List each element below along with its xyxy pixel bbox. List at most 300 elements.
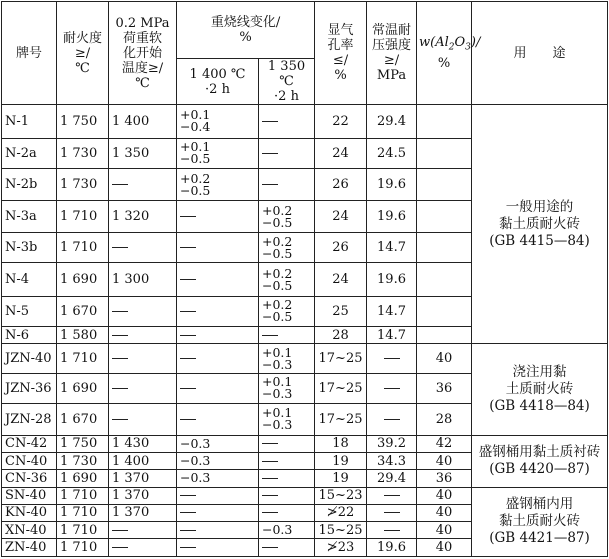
- grade-cell: [2, 138, 57, 168]
- refractoriness-value: 1 580: [60, 327, 98, 343]
- use-line: 黏土质耐火砖: [499, 215, 581, 232]
- al2o3-value: 28: [435, 411, 453, 427]
- refractoriness-value: 1 750: [60, 113, 98, 129]
- reheat-value: −0.3: [262, 386, 293, 402]
- refractoriness-cell: [57, 452, 109, 469]
- softening-cell: [109, 168, 177, 201]
- softening-cell: [109, 296, 177, 326]
- al2o3-cell: [417, 487, 472, 504]
- strength-cell: [367, 539, 417, 557]
- grade-value: XN-40: [5, 522, 47, 538]
- strength-value: 19.6: [377, 177, 406, 193]
- reheat-1350-cell: [259, 168, 315, 201]
- softening-cell: [109, 487, 177, 504]
- porosity-value: 19: [332, 453, 349, 469]
- softening-cell: [109, 404, 177, 435]
- softening-cell: [109, 539, 177, 557]
- strength-cell: [367, 327, 417, 344]
- dash-mark: [262, 495, 278, 496]
- reheat-value: −0.3: [180, 453, 211, 468]
- table-body: [2, 105, 608, 557]
- grade-value: CN-40: [5, 453, 48, 469]
- softening-value: 1 430: [112, 436, 150, 452]
- use-line: (GB 4421—87): [489, 530, 590, 547]
- al2o3-cell: [417, 296, 472, 326]
- reheat-1350-cell: [259, 373, 315, 403]
- use-line: 浇注用黏: [512, 364, 567, 380]
- dash-mark: [384, 419, 400, 420]
- dash-mark: [384, 530, 400, 531]
- al2o3-cell: [417, 373, 472, 403]
- strength-value: 14.7: [377, 303, 406, 319]
- reheat-1350-cell: [259, 504, 315, 521]
- reheat-1400-cell: [177, 168, 259, 201]
- grade-cell: [2, 539, 57, 557]
- grade-cell: [2, 435, 57, 452]
- porosity-cell: [315, 522, 367, 539]
- reheat-value: +0.2: [262, 297, 293, 313]
- dash-mark: [384, 388, 400, 389]
- strength-value: 19.6: [377, 272, 406, 288]
- refractoriness-value: 1 710: [60, 505, 98, 521]
- dash-mark: [262, 184, 278, 185]
- al2o3-value: 40: [435, 522, 453, 538]
- use-line: (GB 4415—84): [489, 232, 590, 249]
- strength-cell: [367, 504, 417, 521]
- porosity-value: 28: [332, 327, 349, 343]
- grade-value: KN-40: [5, 505, 48, 521]
- header-crushing-strength: 常温耐 压强度 ≥/ MPa: [367, 2, 417, 105]
- refractoriness-cell: [57, 138, 109, 168]
- al2o3-cell: [417, 504, 472, 521]
- grade-cell: [2, 296, 57, 326]
- porosity-value: 26: [332, 177, 349, 193]
- porosity-value: 25: [332, 303, 349, 319]
- refractoriness-cell: [57, 522, 109, 539]
- porosity-cell: [315, 470, 367, 487]
- porosity-value: 22: [332, 113, 349, 129]
- refractoriness-value: 1 670: [60, 411, 98, 427]
- dash-mark: [112, 335, 128, 336]
- reheat-value: −0.3: [180, 470, 211, 486]
- refractoriness-value: 1 710: [60, 522, 98, 538]
- porosity-cell: [315, 504, 367, 521]
- reheat-1350-cell: [259, 470, 315, 487]
- al2o3-value: 40: [435, 351, 453, 367]
- dash-mark: [112, 247, 128, 248]
- al2o3-value: 40: [435, 505, 453, 521]
- strength-cell: [367, 373, 417, 403]
- reheat-1400-cell: [177, 452, 259, 469]
- grade-cell: [2, 168, 57, 201]
- dash-mark: [262, 547, 278, 548]
- refractoriness-value: 1 730: [60, 453, 98, 469]
- reheat-1400-cell: [177, 201, 259, 232]
- use-line: 土质耐火砖: [505, 381, 574, 397]
- grade-cell: [2, 487, 57, 504]
- grade-value: JZN-28: [5, 411, 52, 427]
- dash-mark: [180, 495, 196, 496]
- dash-mark: [112, 388, 128, 389]
- grade-cell: [2, 470, 57, 487]
- softening-value: 1 400: [112, 453, 150, 469]
- al2o3-cell: [417, 452, 472, 469]
- refractoriness-value: 1 710: [60, 351, 98, 367]
- reheat-value: +0.2: [262, 265, 293, 281]
- reheat-1400-cell: [177, 373, 259, 403]
- porosity-value: ≯23: [326, 540, 355, 556]
- grade-value: N-6: [5, 327, 30, 343]
- refractoriness-cell: [57, 105, 109, 139]
- strength-cell: [367, 435, 417, 452]
- table-row: [2, 487, 608, 504]
- use-cell-ladle-inner: [472, 487, 608, 557]
- reheat-1350-cell: [259, 344, 315, 373]
- porosity-value: 17~25: [318, 351, 363, 367]
- reheat-1350-cell: [259, 452, 315, 469]
- refractoriness-value: 1 710: [60, 209, 98, 225]
- porosity-cell: [315, 452, 367, 469]
- strength-value: 24.5: [377, 145, 406, 161]
- reheat-1400-cell: [177, 435, 259, 452]
- al2o3-cell: [417, 263, 472, 297]
- header-use: 用 途: [472, 2, 608, 105]
- header-grade: 牌号: [2, 2, 57, 105]
- header-al2o3: $w(Al_2O_3)/$ %: [417, 2, 472, 105]
- reheat-1350-cell: [259, 435, 315, 452]
- reheat-1400-cell: [177, 539, 259, 557]
- reheat-1350-cell: [259, 327, 315, 344]
- refractoriness-cell: [57, 344, 109, 373]
- softening-cell: [109, 263, 177, 297]
- reheat-value: +0.2: [262, 202, 293, 218]
- softening-cell: [109, 470, 177, 487]
- grade-value: N-4: [5, 272, 30, 288]
- refractoriness-value: 1 730: [60, 145, 98, 161]
- grade-cell: [2, 452, 57, 469]
- al2o3-cell: [417, 327, 472, 344]
- al2o3-value: 42: [435, 436, 453, 452]
- reheat-1350-cell: [259, 522, 315, 539]
- reheat-value: −0.5: [262, 245, 293, 261]
- reheat-1350-cell: [259, 232, 315, 262]
- strength-cell: [367, 105, 417, 139]
- refractoriness-value: 1 710: [60, 540, 98, 556]
- softening-cell: [109, 522, 177, 539]
- al2o3-value: 36: [435, 380, 453, 396]
- use-line: 盛钢桶内用: [505, 496, 574, 513]
- grade-cell: [2, 404, 57, 435]
- strength-value: 14.7: [377, 240, 406, 256]
- header-reheat-change: 重烧线变化/ %: [177, 2, 315, 59]
- grade-value: N-1: [5, 113, 30, 129]
- grade-value: N-2b: [5, 177, 38, 193]
- dash-mark: [180, 279, 196, 280]
- refractoriness-value: 1 690: [60, 470, 98, 486]
- dash-mark: [180, 512, 196, 513]
- refractoriness-cell: [57, 470, 109, 487]
- porosity-value: 15~23: [318, 488, 363, 504]
- dash-mark: [180, 216, 196, 217]
- grade-cell: [2, 201, 57, 232]
- dash-mark: [262, 512, 278, 513]
- al2o3-cell: [417, 201, 472, 232]
- strength-value: 19.6: [377, 540, 406, 556]
- reheat-1400-cell: [177, 296, 259, 326]
- header-porosity: 显气 孔率 ≤/ %: [315, 2, 367, 105]
- reheat-1350-cell: [259, 105, 315, 139]
- al2o3-cell: [417, 232, 472, 262]
- porosity-cell: [315, 168, 367, 201]
- strength-cell: [367, 404, 417, 435]
- strength-value: 29.4: [377, 470, 406, 486]
- reheat-1400-cell: [177, 344, 259, 373]
- porosity-cell: [315, 138, 367, 168]
- al2o3-value: 40: [435, 540, 453, 556]
- strength-value: 34.3: [377, 453, 406, 469]
- al2o3-cell: [417, 470, 472, 487]
- refractoriness-cell: [57, 404, 109, 435]
- reheat-1350-cell: [259, 404, 315, 435]
- softening-cell: [109, 105, 177, 139]
- refractoriness-cell: [57, 373, 109, 403]
- dash-mark: [262, 121, 278, 122]
- strength-cell: [367, 487, 417, 504]
- reheat-value: +0.2: [262, 233, 293, 249]
- reheat-1400-cell: [177, 327, 259, 344]
- use-cell-ladle-lining: [472, 435, 608, 487]
- porosity-cell: [315, 232, 367, 262]
- grade-cell: [2, 373, 57, 403]
- refractoriness-value: 1 750: [60, 436, 98, 452]
- grade-value: JZN-40: [5, 351, 52, 367]
- refractoriness-value: 1 710: [60, 488, 98, 504]
- strength-cell: [367, 168, 417, 201]
- table-row: [2, 105, 608, 139]
- refractoriness-value: 1 670: [60, 303, 98, 319]
- dash-mark: [262, 335, 278, 336]
- use-cell-general: [472, 105, 608, 344]
- porosity-cell: [315, 105, 367, 139]
- softening-cell: [109, 344, 177, 373]
- softening-cell: [109, 201, 177, 232]
- refractoriness-cell: [57, 327, 109, 344]
- grade-value: CN-42: [5, 436, 48, 452]
- reheat-1400-cell: [177, 522, 259, 539]
- strength-cell: [367, 452, 417, 469]
- porosity-cell: [315, 327, 367, 344]
- grade-cell: [2, 327, 57, 344]
- softening-value: 1 370: [112, 470, 150, 486]
- strength-value: 29.4: [377, 113, 406, 129]
- refractoriness-value: 1 690: [60, 380, 98, 396]
- softening-cell: [109, 452, 177, 469]
- grade-value: JZN-36: [5, 380, 52, 396]
- dash-mark: [112, 358, 128, 359]
- reheat-1400-cell: [177, 504, 259, 521]
- reheat-value: +0.1: [262, 344, 293, 360]
- reheat-1350-cell: [259, 201, 315, 232]
- al2o3-cell: [417, 105, 472, 139]
- al2o3-value: 36: [435, 470, 453, 486]
- refractoriness-value: 1 690: [60, 272, 98, 288]
- strength-value: 19.6: [377, 209, 406, 225]
- dash-mark: [384, 512, 400, 513]
- dash-mark: [180, 311, 196, 312]
- al2o3-cell: [417, 344, 472, 373]
- softening-value: 1 300: [112, 272, 150, 288]
- al2o3-value: 40: [435, 453, 453, 469]
- porosity-cell: [315, 263, 367, 297]
- dash-mark: [112, 547, 128, 548]
- dash-mark: [180, 247, 196, 248]
- use-line: 黏土质耐火砖: [499, 513, 581, 530]
- refractoriness-cell: [57, 201, 109, 232]
- strength-cell: [367, 470, 417, 487]
- dash-mark: [180, 358, 196, 359]
- softening-cell: [109, 435, 177, 452]
- porosity-value: 24: [332, 272, 349, 288]
- dash-mark: [180, 335, 196, 336]
- refractoriness-cell: [57, 232, 109, 262]
- dash-mark: [262, 461, 278, 462]
- grade-value: N-3b: [5, 240, 38, 256]
- dash-mark: [112, 184, 128, 185]
- reheat-1400-cell: [177, 404, 259, 435]
- reheat-value: −0.4: [180, 119, 211, 135]
- dash-mark: [262, 153, 278, 154]
- refractoriness-cell: [57, 487, 109, 504]
- strength-value: 39.2: [377, 436, 406, 452]
- porosity-cell: [315, 435, 367, 452]
- refractoriness-cell: [57, 263, 109, 297]
- reheat-value: +0.1: [180, 139, 211, 155]
- porosity-value: 24: [332, 145, 349, 161]
- reheat-value: −0.3: [262, 356, 293, 372]
- softening-cell: [109, 232, 177, 262]
- al2o3-cell: [417, 404, 472, 435]
- reheat-value: −0.5: [180, 182, 211, 198]
- strength-value: 14.7: [377, 327, 406, 343]
- porosity-cell: [315, 344, 367, 373]
- softening-cell: [109, 373, 177, 403]
- strength-cell: [367, 263, 417, 297]
- refractory-properties-table: [1, 1, 608, 557]
- use-line: (GB 4420—87): [489, 461, 590, 477]
- reheat-1400-cell: [177, 105, 259, 139]
- reheat-1350-cell: [259, 263, 315, 297]
- al2o3-cell: [417, 168, 472, 201]
- reheat-value: −0.5: [262, 277, 293, 293]
- grade-cell: [2, 522, 57, 539]
- header-refractoriness: 耐火度 ≥/ ℃: [57, 2, 109, 105]
- use-line: 盛钢桶用黏土质衬砖: [478, 444, 601, 460]
- softening-cell: [109, 138, 177, 168]
- porosity-value: 19: [332, 470, 349, 486]
- reheat-value: −0.5: [262, 309, 293, 325]
- dash-mark: [180, 419, 196, 420]
- strength-cell: [367, 138, 417, 168]
- grade-value: SN-40: [5, 488, 47, 504]
- al2o3-value: 40: [435, 488, 453, 504]
- softening-cell: [109, 327, 177, 344]
- porosity-value: 15~25: [318, 522, 363, 538]
- porosity-value: ≯22: [326, 505, 355, 521]
- dash-mark: [262, 443, 278, 444]
- refractoriness-cell: [57, 504, 109, 521]
- dash-mark: [180, 547, 196, 548]
- porosity-cell: [315, 539, 367, 557]
- reheat-1350-cell: [259, 138, 315, 168]
- reheat-value: −0.3: [262, 417, 293, 433]
- table-row: [2, 344, 608, 373]
- porosity-cell: [315, 373, 367, 403]
- softening-value: 1 400: [112, 113, 150, 129]
- strength-cell: [367, 522, 417, 539]
- al2o3-cell: [417, 435, 472, 452]
- grade-cell: [2, 105, 57, 139]
- dash-mark: [112, 419, 128, 420]
- grade-value: N-5: [5, 303, 30, 319]
- refractoriness-cell: [57, 435, 109, 452]
- reheat-1350-cell: [259, 539, 315, 557]
- reheat-value: −0.3: [180, 435, 211, 451]
- porosity-value: 18: [332, 436, 349, 452]
- reheat-1400-cell: [177, 470, 259, 487]
- grade-value: N-2a: [5, 145, 37, 161]
- strength-cell: [367, 344, 417, 373]
- refractoriness-value: 1 730: [60, 177, 98, 193]
- reheat-1400-cell: [177, 263, 259, 297]
- softening-value: 1 370: [112, 488, 150, 504]
- reheat-1350-cell: [259, 487, 315, 504]
- reheat-value: +0.2: [180, 170, 211, 186]
- porosity-value: 26: [332, 240, 349, 256]
- dash-mark: [112, 530, 128, 531]
- dash-mark: [262, 478, 278, 479]
- use-cell-castable: [472, 344, 608, 435]
- grade-value: ZN-40: [5, 540, 47, 556]
- reheat-value: +0.1: [180, 107, 211, 123]
- reheat-value: +0.1: [262, 405, 293, 421]
- dash-mark: [180, 530, 196, 531]
- grade-cell: [2, 232, 57, 262]
- table-row: [2, 435, 608, 452]
- reheat-1400-cell: [177, 487, 259, 504]
- softening-cell: [109, 504, 177, 521]
- softening-value: 1 320: [112, 209, 150, 225]
- refractoriness-cell: [57, 168, 109, 201]
- header-reheat-1350: 1 350 ℃ ·2 h: [259, 59, 315, 105]
- header-softening-temp: 0.2 MPa 荷重软 化开始 温度≥/ ℃: [109, 2, 177, 105]
- al2o3-cell: [417, 138, 472, 168]
- header-reheat-1400: 1 400 ℃ ·2 h: [177, 59, 259, 105]
- grade-value: N-3a: [5, 209, 37, 225]
- reheat-1350-cell: [259, 296, 315, 326]
- refractoriness-cell: [57, 296, 109, 326]
- strength-cell: [367, 201, 417, 232]
- porosity-cell: [315, 296, 367, 326]
- porosity-value: 17~25: [318, 411, 363, 427]
- reheat-1400-cell: [177, 232, 259, 262]
- porosity-cell: [315, 201, 367, 232]
- grade-cell: [2, 504, 57, 521]
- porosity-value: 17~25: [318, 380, 363, 396]
- refractoriness-value: 1 710: [60, 240, 98, 256]
- dash-mark: [384, 358, 400, 359]
- dash-mark: [180, 388, 196, 389]
- grade-cell: [2, 263, 57, 297]
